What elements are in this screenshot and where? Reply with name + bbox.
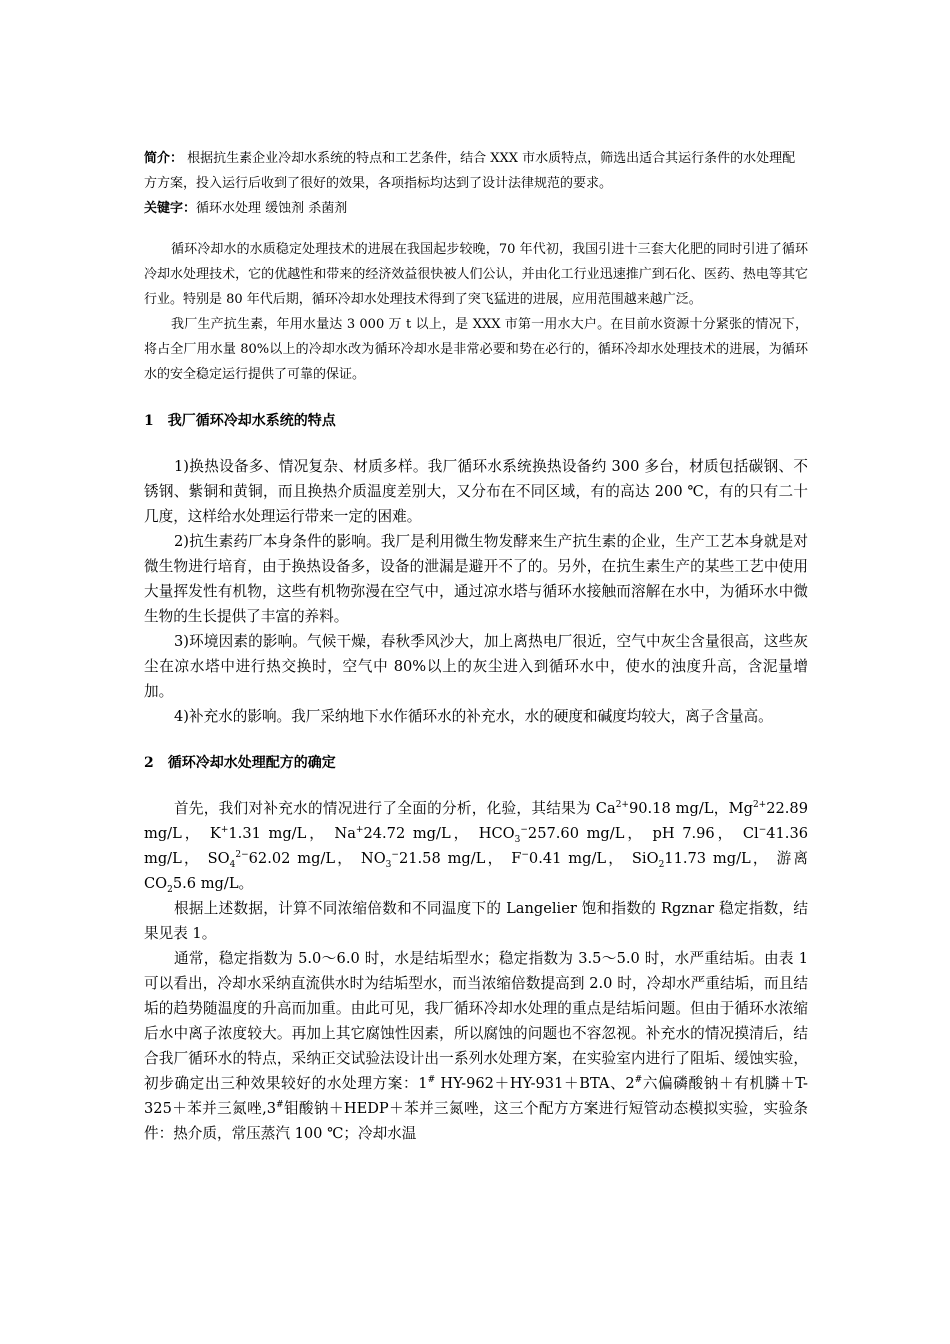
document-page <box>144 146 808 1146</box>
section-2-paragraph-1: 首先，我们对补充水的情况进行了全面的分析，化验，其结果为 $Ca^{2+}90.18$ mg/L，$Mg^{2+}22.89$ mg/L， K+1.31 mg/L， Na+24.72 mg/L， $HCO_3^-257.60$ mg/L， pH 7.96， Cl−41.36 mg/L， $SO_4^{2-}62.02$ mg/L， $NO_3^-21.58$ mg/L， F−0.41 mg/L， SiO$_2$11.73 mg/L， 游离 $CO_25.6$ mg/L。 <box>144 800 809 895</box>
keywords-text: 循环水处理 缓蚀剂 杀菌剂 <box>196 201 348 216</box>
section-1-title: 1 我厂循环冷却水系统的特点 <box>144 413 336 429</box>
intro-paragraph-2: 我厂生产抗生素，年用水量达 3 000 万 t 以上，是 XXX 市第一用水大户。在目前水资源十分紧张的情况下，将占全厂用水量 80%以上的冷却水改为循环冷却水是非常必要和势在必行的，循环冷却水处理技术的进展，为循环水的安全稳定运行提供了可靠的保证。 <box>144 317 808 382</box>
section-2-title: 2 循环冷却水处理配方的确定 <box>144 755 336 771</box>
keywords <box>144 196 808 221</box>
section-2-paragraph-3: 通常，稳定指数为 5.0～6.0 时，水是结垢型水；稳定指数为 3.5～5.0 时，水严重结垢。由表 1 可以看出，冷却水采纳直流供水时为结垢型水，而当浓缩倍数提高到 2.0 时，冷却水严重结垢，而且结垢的趋势随温度的升高而加重。由此可见，我厂循环冷却水处理的重点是结垢问题。但由于循环水浓缩后水中离子浓度较大。再加上其它腐蚀性因素，所以腐蚀的问题也不容忽视。补充水的情况摸清后，结合我厂循环水的特点，采纳正交试验法设计出一系列水处理方案，在实验室内进行了阻垢、缓蚀实验，初步确定出三种效果较好的水处理方案：1# HY-962＋HY-931＋BTA、2#六偏磷酸钠＋有机膦＋T-325＋苯并三氮唑,3#钼酸钠＋HEDP＋苯并三氮唑，这三个配方方案进行短管动态模拟实验，实验条件：热介质，常压蒸汽 100 ℃；冷却水温 <box>144 950 809 1142</box>
abstract <box>144 146 808 196</box>
section-2-paragraph-2: 根据上述数据，计算不同浓缩倍数和不同温度下的 Langelier 饱和指数的 Rgznar 稳定指数，结果见表 1。 <box>144 900 808 942</box>
section-1-paragraph-1: 1)换热设备多、情况复杂、材质多样。我厂循环水系统换热设备约 300 多台，材质包括碳钢、不锈钢、紫铜和黄铜，而且换热介质温度差别大，又分布在不同区域，有的高达 200 ℃，有的只有二十几度，这样给水处理运行带来一定的困难。 <box>144 458 808 525</box>
section-1-paragraph-4: 4)补充水的影响。我厂采纳地下水作循环水的补充水，水的硬度和碱度均较大，离子含量高。 <box>174 708 773 725</box>
keywords-label: 关键字： <box>144 201 197 216</box>
section-1-paragraph-2: 2)抗生素药厂本身条件的影响。我厂是利用微生物发酵来生产抗生素的企业，生产工艺本身就是对微生物进行培育，由于换热设备多，设备的泄漏是避开不了的。另外，在抗生素生产的某些工艺中使用大量挥发性有机物，这些有机物弥漫在空气中，通过凉水塔与循环水接触而溶解在水中，为循环水中微生物的生长提供了丰富的养料。 <box>144 533 808 625</box>
intro-paragraph-1: 循环冷却水的水质稳定处理技术的进展在我国起步较晚，70 年代初，我国引进十三套大化肥的同时引进了循环冷却水处理技术，它的优越性和带来的经济效益很快被人们公认，并由化工行业迅速推广到石化、医药、热电等其它行业。特别是 80 年代后期，循环冷却水处理技术得到了突飞猛进的进展，应用范围越来越广泛。 <box>144 242 808 307</box>
abstract-label: 简介： <box>144 151 184 166</box>
section-1-paragraph-3: 3)环境因素的影响。气候干燥，春秋季风沙大，加上离热电厂很近，空气中灰尘含量很高，这些灰尘在凉水塔中进行热交换时，空气中 80%以上的灰尘进入到循环水中，使水的浊度升高，含泥量增加。 <box>144 633 808 700</box>
abstract-text: 根据抗生素企业冷却水系统的特点和工艺条件，结合 XXX 市水质特点，筛选出适合其运行条件的水处理配方方案，投入运行后收到了很好的效果，各项指标均达到了设计法律规范的要求。 <box>144 151 796 191</box>
